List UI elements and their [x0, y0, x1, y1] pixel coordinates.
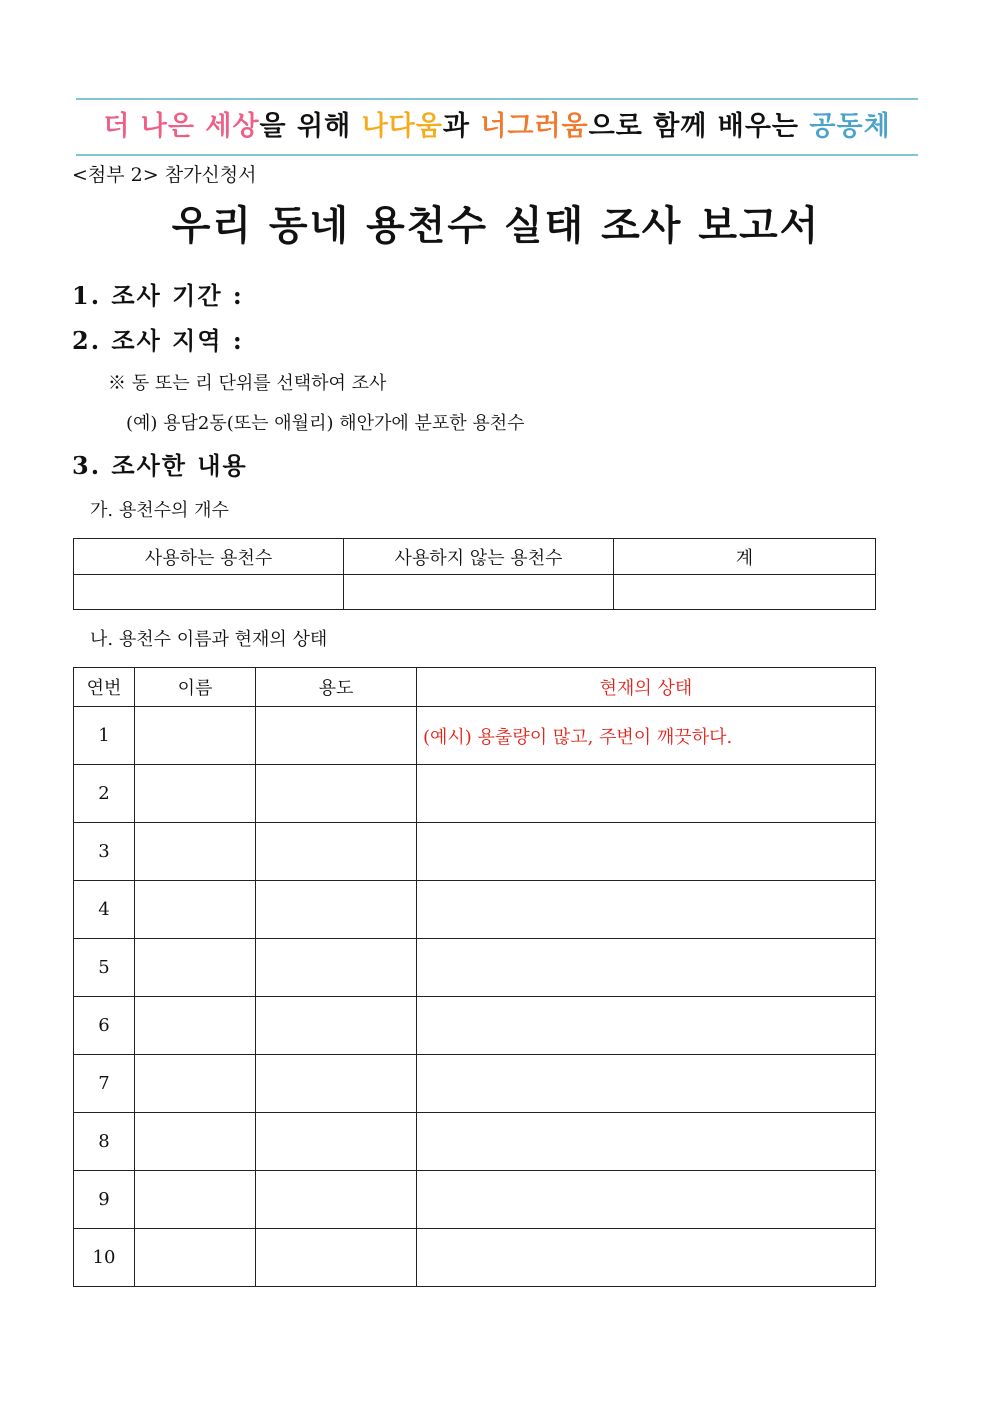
table-row: [74, 997, 876, 1055]
unused-springs-cell[interactable]: [344, 575, 614, 610]
slogan-segment: 을 위해: [259, 111, 362, 142]
name-cell[interactable]: [135, 823, 256, 881]
slogan-segment: 나다움: [361, 111, 443, 142]
table-row: [74, 881, 876, 939]
name-cell[interactable]: [135, 939, 256, 997]
status-cell[interactable]: [417, 881, 876, 939]
slogan-segment: 너그러움: [480, 111, 589, 142]
table-row: [74, 575, 876, 610]
banner-bottom-rule: [76, 154, 918, 156]
row-number: 6: [74, 997, 135, 1055]
section-content: 3. 조사한 내용: [72, 451, 248, 480]
region-note: ※ 동 또는 리 단위를 선택하여 조사: [108, 373, 387, 394]
status-cell[interactable]: [417, 997, 876, 1055]
use-cell[interactable]: [256, 1113, 417, 1171]
header-number: 연번: [74, 668, 135, 707]
status-cell[interactable]: [417, 823, 876, 881]
slogan-segment: 으로 함께 배우는: [588, 111, 810, 142]
table-header-row: [74, 539, 876, 575]
table-row: [74, 823, 876, 881]
slogan-segment: 더 나은 세상: [103, 111, 260, 142]
header-total: 계: [614, 539, 876, 575]
table-row: [74, 939, 876, 997]
section-region: 2. 조사 지역 :: [72, 326, 244, 355]
status-cell[interactable]: [417, 765, 876, 823]
slogan-segment: 과: [442, 111, 481, 142]
use-cell[interactable]: [256, 939, 417, 997]
name-cell[interactable]: [135, 1055, 256, 1113]
attachment-label: <첨부 2> 참가신청서: [72, 164, 257, 186]
status-cell[interactable]: (예시) 용출량이 많고, 주변이 깨끗하다.: [417, 707, 876, 765]
table-row: [74, 1055, 876, 1113]
section-period: 1. 조사 기간 :: [72, 281, 244, 310]
table-row: [74, 1113, 876, 1171]
status-cell[interactable]: [417, 1055, 876, 1113]
slogan-segment: 공동체: [809, 111, 891, 142]
row-number: 1: [74, 707, 135, 765]
use-cell[interactable]: [256, 881, 417, 939]
use-cell[interactable]: [256, 823, 417, 881]
header-unused-springs: 사용하지 않는 용천수: [344, 539, 614, 575]
use-cell[interactable]: [256, 997, 417, 1055]
row-number: 8: [74, 1113, 135, 1171]
row-number: 10: [74, 1229, 135, 1287]
name-cell[interactable]: [135, 765, 256, 823]
row-number: 2: [74, 765, 135, 823]
region-example: (예) 용담2동(또는 애월리) 해안가에 분포한 용천수: [126, 413, 525, 434]
table-row: [74, 707, 876, 765]
row-number: 9: [74, 1171, 135, 1229]
status-cell[interactable]: [417, 1229, 876, 1287]
use-cell[interactable]: [256, 1171, 417, 1229]
use-cell[interactable]: [256, 707, 417, 765]
use-cell[interactable]: [256, 765, 417, 823]
header-use: 용도: [256, 668, 417, 707]
slogan-banner: [76, 104, 918, 150]
name-cell[interactable]: [135, 881, 256, 939]
count-table-caption: 가. 용천수의 개수: [90, 500, 229, 521]
status-cell[interactable]: [417, 1171, 876, 1229]
spring-count-table: [73, 538, 876, 610]
status-table-caption: 나. 용천수 이름과 현재의 상태: [90, 629, 328, 650]
name-cell[interactable]: [135, 997, 256, 1055]
document-title: 우리 동네 용천수 실태 조사 보고서: [171, 202, 821, 249]
status-cell[interactable]: [417, 939, 876, 997]
name-cell[interactable]: [135, 1113, 256, 1171]
row-number: 4: [74, 881, 135, 939]
header-used-springs: 사용하는 용천수: [74, 539, 344, 575]
header-name: 이름: [135, 668, 256, 707]
name-cell[interactable]: [135, 1229, 256, 1287]
row-number: 5: [74, 939, 135, 997]
name-cell[interactable]: [135, 1171, 256, 1229]
use-cell[interactable]: [256, 1229, 417, 1287]
row-number: 7: [74, 1055, 135, 1113]
total-cell[interactable]: [614, 575, 876, 610]
status-cell[interactable]: [417, 1113, 876, 1171]
table-row: [74, 1229, 876, 1287]
spring-status-table: [73, 667, 876, 1287]
name-cell[interactable]: [135, 707, 256, 765]
header-current-status: 현재의 상태: [417, 668, 876, 707]
table-row: [74, 1171, 876, 1229]
banner-top-rule: [76, 98, 918, 100]
row-number: 3: [74, 823, 135, 881]
used-springs-cell[interactable]: [74, 575, 344, 610]
table-header-row: [74, 668, 876, 707]
use-cell[interactable]: [256, 1055, 417, 1113]
table-row: [74, 765, 876, 823]
